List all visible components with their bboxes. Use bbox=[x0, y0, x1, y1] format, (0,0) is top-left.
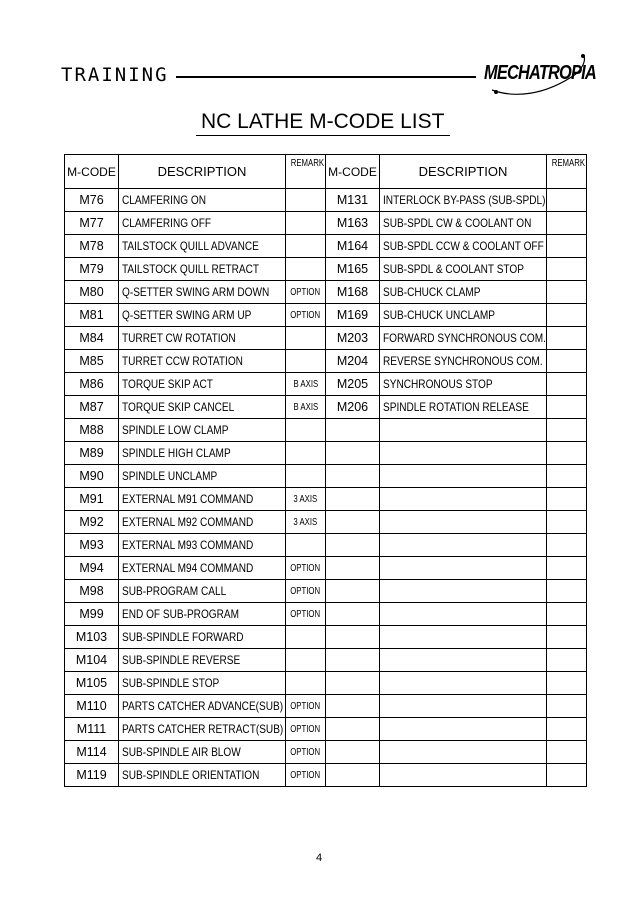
description-cell-text: TURRET CW ROTATION bbox=[122, 331, 236, 345]
description-cell bbox=[119, 281, 286, 304]
remark-cell bbox=[547, 304, 587, 327]
mcode-cell: M103 bbox=[65, 626, 119, 649]
remark-cell bbox=[547, 488, 587, 511]
table-row bbox=[65, 764, 587, 787]
description-cell bbox=[119, 672, 286, 695]
mcode-cell: M168 bbox=[326, 281, 380, 304]
description-cell bbox=[380, 557, 547, 580]
remark-cell bbox=[547, 189, 587, 212]
description-cell-text: TAILSTOCK QUILL ADVANCE bbox=[122, 239, 259, 253]
remark-cell-text: OPTION bbox=[290, 700, 321, 712]
mcode-cell: M77 bbox=[65, 212, 119, 235]
mcode-cell bbox=[326, 649, 380, 672]
table-row bbox=[65, 373, 587, 396]
description-cell-text: SYNCHRONOUS STOP bbox=[383, 377, 493, 391]
mcode-cell: M119 bbox=[65, 764, 119, 787]
mcode-cell bbox=[326, 580, 380, 603]
description-cell bbox=[380, 189, 547, 212]
mcode-cell: M104 bbox=[65, 649, 119, 672]
table-row bbox=[65, 511, 587, 534]
description-cell-text: EXTERNAL M91 COMMAND bbox=[122, 492, 254, 506]
mcode-cell: M164 bbox=[326, 235, 380, 258]
mcode-cell: M87 bbox=[65, 396, 119, 419]
description-cell-text: SUB-SPDL CW & COOLANT ON bbox=[383, 216, 532, 230]
table-row bbox=[65, 741, 587, 764]
remark-cell bbox=[547, 327, 587, 350]
description-cell bbox=[380, 212, 547, 235]
mcode-cell bbox=[326, 534, 380, 557]
remark-cell bbox=[547, 534, 587, 557]
mcode-cell bbox=[326, 442, 380, 465]
remark-cell bbox=[286, 419, 326, 442]
remark-cell bbox=[547, 350, 587, 373]
description-cell-text: SUB-SPINDLE REVERSE bbox=[122, 653, 241, 667]
description-cell-text: FORWARD SYNCHRONOUS COM. bbox=[383, 331, 546, 345]
title-underline bbox=[196, 135, 450, 136]
table-row bbox=[65, 534, 587, 557]
description-cell bbox=[119, 442, 286, 465]
page-title: NC LATHE M-CODE LIST bbox=[201, 110, 445, 133]
description-cell bbox=[380, 396, 547, 419]
description-cell-text: TORQUE SKIP ACT bbox=[122, 377, 213, 391]
remark-cell bbox=[547, 465, 587, 488]
mcode-cell: M163 bbox=[326, 212, 380, 235]
table-row bbox=[65, 649, 587, 672]
description-cell bbox=[380, 419, 547, 442]
remark-cell bbox=[547, 373, 587, 396]
description-cell bbox=[119, 304, 286, 327]
table-row bbox=[65, 327, 587, 350]
mcode-cell: M131 bbox=[326, 189, 380, 212]
m-code-table bbox=[64, 154, 587, 787]
remark-cell bbox=[286, 304, 326, 327]
remark-cell bbox=[547, 672, 587, 695]
mcode-cell bbox=[326, 465, 380, 488]
table-row bbox=[65, 419, 587, 442]
description-cell bbox=[119, 327, 286, 350]
description-cell bbox=[119, 350, 286, 373]
table-row bbox=[65, 442, 587, 465]
mcode-cell: M111 bbox=[65, 718, 119, 741]
remark-cell bbox=[547, 741, 587, 764]
remark-cell bbox=[547, 396, 587, 419]
description-cell bbox=[380, 695, 547, 718]
description-cell bbox=[380, 258, 547, 281]
description-cell bbox=[380, 281, 547, 304]
remark-cell bbox=[286, 695, 326, 718]
remark-cell bbox=[547, 419, 587, 442]
description-cell-text: SUB-PROGRAM CALL bbox=[122, 584, 227, 598]
mcode-cell: M204 bbox=[326, 350, 380, 373]
remark-cell-text: OPTION bbox=[290, 723, 321, 735]
description-cell bbox=[119, 235, 286, 258]
remark-cell-text: OPTION bbox=[290, 309, 321, 321]
header-rule bbox=[176, 76, 476, 78]
mcode-cell bbox=[326, 511, 380, 534]
description-cell-text: Q-SETTER SWING ARM DOWN bbox=[122, 285, 270, 299]
mcode-cell: M90 bbox=[65, 465, 119, 488]
mcode-cell: M81 bbox=[65, 304, 119, 327]
table-header-row bbox=[65, 155, 587, 189]
description-cell bbox=[380, 534, 547, 557]
table-row bbox=[65, 672, 587, 695]
mcode-cell: M94 bbox=[65, 557, 119, 580]
table-row bbox=[65, 580, 587, 603]
column-header-remark: REMARK bbox=[286, 155, 326, 189]
mcode-cell: M91 bbox=[65, 488, 119, 511]
remark-cell bbox=[547, 442, 587, 465]
table-row bbox=[65, 626, 587, 649]
description-cell bbox=[119, 189, 286, 212]
description-cell-text: SUB-SPINDLE STOP bbox=[122, 676, 220, 690]
description-cell bbox=[380, 373, 547, 396]
mcode-cell: M206 bbox=[326, 396, 380, 419]
remark-cell bbox=[286, 373, 326, 396]
remark-cell-text: 3 AXIS bbox=[293, 493, 318, 505]
description-cell bbox=[119, 396, 286, 419]
description-cell bbox=[119, 373, 286, 396]
table-body bbox=[65, 189, 587, 787]
table-row bbox=[65, 281, 587, 304]
column-header-mcode: M-CODE bbox=[65, 155, 119, 189]
table-row bbox=[65, 488, 587, 511]
table-row bbox=[65, 396, 587, 419]
remark-cell bbox=[286, 281, 326, 304]
description-cell bbox=[119, 534, 286, 557]
remark-cell bbox=[286, 672, 326, 695]
mcode-cell bbox=[326, 672, 380, 695]
table-row bbox=[65, 235, 587, 258]
remark-cell bbox=[547, 511, 587, 534]
description-cell bbox=[380, 626, 547, 649]
description-cell-text: PARTS CATCHER ADVANCE(SUB) bbox=[122, 699, 284, 713]
description-cell-text: SUB-SPDL & COOLANT STOP bbox=[383, 262, 524, 276]
table-row bbox=[65, 212, 587, 235]
description-cell bbox=[119, 419, 286, 442]
mcode-cell: M203 bbox=[326, 327, 380, 350]
remark-cell bbox=[286, 741, 326, 764]
table-row bbox=[65, 465, 587, 488]
remark-cell bbox=[286, 442, 326, 465]
mcode-cell: M205 bbox=[326, 373, 380, 396]
remark-cell bbox=[286, 580, 326, 603]
description-cell bbox=[119, 741, 286, 764]
remark-cell-text: OPTION bbox=[290, 585, 321, 597]
description-cell bbox=[119, 764, 286, 787]
mcode-cell: M85 bbox=[65, 350, 119, 373]
remark-cell bbox=[286, 235, 326, 258]
remark-cell bbox=[286, 718, 326, 741]
description-cell-text: SUB-CHUCK CLAMP bbox=[383, 285, 481, 299]
page-number: 4 bbox=[315, 852, 323, 864]
description-cell-text: PARTS CATCHER RETRACT(SUB) bbox=[122, 722, 284, 736]
remark-cell bbox=[286, 534, 326, 557]
remark-cell bbox=[547, 235, 587, 258]
description-cell bbox=[380, 603, 547, 626]
remark-cell bbox=[547, 695, 587, 718]
description-cell bbox=[380, 764, 547, 787]
description-cell bbox=[380, 672, 547, 695]
description-cell bbox=[380, 649, 547, 672]
remark-cell-text: B AXIS bbox=[293, 401, 318, 413]
description-cell-text: TAILSTOCK QUILL RETRACT bbox=[122, 262, 260, 276]
description-cell bbox=[119, 580, 286, 603]
remark-cell bbox=[286, 212, 326, 235]
mcode-cell: M169 bbox=[326, 304, 380, 327]
description-cell-text: INTERLOCK BY-PASS (SUB-SPDL) bbox=[383, 193, 546, 207]
description-cell-text: EXTERNAL M92 COMMAND bbox=[122, 515, 254, 529]
remark-cell bbox=[286, 603, 326, 626]
description-cell bbox=[380, 304, 547, 327]
mcode-cell bbox=[326, 626, 380, 649]
description-cell-text: TURRET CCW ROTATION bbox=[122, 354, 243, 368]
remark-cell-text: OPTION bbox=[290, 608, 321, 620]
remark-cell bbox=[286, 258, 326, 281]
table-row bbox=[65, 603, 587, 626]
description-cell-text: SUB-SPINDLE FORWARD bbox=[122, 630, 244, 644]
description-cell bbox=[119, 718, 286, 741]
mcode-cell: M105 bbox=[65, 672, 119, 695]
remark-cell bbox=[286, 764, 326, 787]
remark-cell bbox=[286, 626, 326, 649]
description-cell-text: SPINDLE UNCLAMP bbox=[122, 469, 218, 483]
remark-cell bbox=[547, 718, 587, 741]
table-row bbox=[65, 304, 587, 327]
mcode-cell bbox=[326, 488, 380, 511]
description-cell-text: SUB-CHUCK UNCLAMP bbox=[383, 308, 496, 322]
remark-cell bbox=[547, 764, 587, 787]
mcode-cell: M98 bbox=[65, 580, 119, 603]
mcode-cell bbox=[326, 603, 380, 626]
mcode-cell bbox=[326, 764, 380, 787]
table-row bbox=[65, 350, 587, 373]
remark-cell-text: OPTION bbox=[290, 562, 321, 574]
table-row bbox=[65, 189, 587, 212]
remark-cell bbox=[547, 580, 587, 603]
mcode-cell: M80 bbox=[65, 281, 119, 304]
description-cell bbox=[119, 258, 286, 281]
description-cell bbox=[380, 327, 547, 350]
description-cell-text: Q-SETTER SWING ARM UP bbox=[122, 308, 252, 322]
mcode-cell bbox=[326, 718, 380, 741]
remark-cell-text: OPTION bbox=[290, 746, 321, 758]
remark-cell bbox=[547, 212, 587, 235]
remark-cell bbox=[286, 350, 326, 373]
mcode-cell: M84 bbox=[65, 327, 119, 350]
description-cell-text: SUB-SPINDLE ORIENTATION bbox=[122, 768, 260, 782]
description-cell bbox=[119, 557, 286, 580]
description-cell bbox=[119, 465, 286, 488]
description-cell-text: TORQUE SKIP CANCEL bbox=[122, 400, 235, 414]
description-cell bbox=[380, 741, 547, 764]
mcode-cell: M76 bbox=[65, 189, 119, 212]
remark-cell-text: OPTION bbox=[290, 769, 321, 781]
remark-cell bbox=[547, 649, 587, 672]
description-cell-text: EXTERNAL M93 COMMAND bbox=[122, 538, 254, 552]
remark-cell bbox=[286, 488, 326, 511]
remark-cell bbox=[547, 258, 587, 281]
column-header-description: DESCRIPTION bbox=[380, 155, 547, 189]
description-cell-text: SPINDLE ROTATION RELEASE bbox=[383, 400, 529, 414]
mcode-cell bbox=[326, 557, 380, 580]
description-cell-text: SUB-SPDL CCW & COOLANT OFF bbox=[383, 239, 544, 253]
description-cell bbox=[380, 350, 547, 373]
description-cell bbox=[119, 603, 286, 626]
description-cell bbox=[119, 649, 286, 672]
mcode-cell: M92 bbox=[65, 511, 119, 534]
description-cell bbox=[380, 718, 547, 741]
mcode-cell: M79 bbox=[65, 258, 119, 281]
table-row bbox=[65, 718, 587, 741]
mcode-cell bbox=[326, 419, 380, 442]
description-cell bbox=[119, 511, 286, 534]
mcode-cell: M165 bbox=[326, 258, 380, 281]
mcode-cell: M88 bbox=[65, 419, 119, 442]
mcode-cell: M78 bbox=[65, 235, 119, 258]
description-cell bbox=[119, 695, 286, 718]
column-header-mcode: M-CODE bbox=[326, 155, 380, 189]
remark-cell bbox=[547, 557, 587, 580]
description-cell bbox=[380, 580, 547, 603]
description-cell-text: END OF SUB-PROGRAM bbox=[122, 607, 240, 621]
remark-cell bbox=[286, 465, 326, 488]
description-cell bbox=[380, 235, 547, 258]
description-cell bbox=[380, 511, 547, 534]
remark-cell bbox=[286, 649, 326, 672]
column-header-remark: REMARK bbox=[547, 155, 587, 189]
column-header-description: DESCRIPTION bbox=[119, 155, 286, 189]
description-cell bbox=[119, 488, 286, 511]
description-cell-text: CLAMFERING OFF bbox=[122, 216, 212, 230]
description-cell-text: SUB-SPINDLE AIR BLOW bbox=[122, 745, 241, 759]
remark-cell bbox=[286, 189, 326, 212]
remark-cell bbox=[286, 327, 326, 350]
mcode-cell: M99 bbox=[65, 603, 119, 626]
description-cell bbox=[119, 212, 286, 235]
description-cell bbox=[380, 465, 547, 488]
mcode-cell: M93 bbox=[65, 534, 119, 557]
mcode-cell: M89 bbox=[65, 442, 119, 465]
remark-cell bbox=[547, 626, 587, 649]
mcode-cell bbox=[326, 741, 380, 764]
description-cell bbox=[380, 488, 547, 511]
table-row bbox=[65, 695, 587, 718]
remark-cell bbox=[286, 511, 326, 534]
remark-cell bbox=[547, 603, 587, 626]
description-cell-text: SPINDLE HIGH CLAMP bbox=[122, 446, 231, 460]
description-cell bbox=[380, 442, 547, 465]
description-cell-text: REVERSE SYNCHRONOUS COM. bbox=[383, 354, 543, 368]
table-row bbox=[65, 258, 587, 281]
logo-text: MECHATROPIA bbox=[484, 62, 596, 84]
description-cell-text: CLAMFERING ON bbox=[122, 193, 207, 207]
mcode-cell bbox=[326, 695, 380, 718]
remark-cell bbox=[286, 396, 326, 419]
mechatropia-logo bbox=[484, 50, 594, 100]
remark-cell-text: 3 AXIS bbox=[293, 516, 318, 528]
remark-cell-text: B AXIS bbox=[293, 378, 318, 390]
description-cell-text: SPINDLE LOW CLAMP bbox=[122, 423, 229, 437]
remark-cell-text: OPTION bbox=[290, 286, 321, 298]
description-cell bbox=[119, 626, 286, 649]
mcode-cell: M110 bbox=[65, 695, 119, 718]
remark-cell bbox=[547, 281, 587, 304]
description-cell-text: EXTERNAL M94 COMMAND bbox=[122, 561, 254, 575]
table-row bbox=[65, 557, 587, 580]
mcode-cell: M86 bbox=[65, 373, 119, 396]
remark-cell bbox=[286, 557, 326, 580]
mcode-cell: M114 bbox=[65, 741, 119, 764]
section-title: TRAINING bbox=[61, 64, 169, 86]
